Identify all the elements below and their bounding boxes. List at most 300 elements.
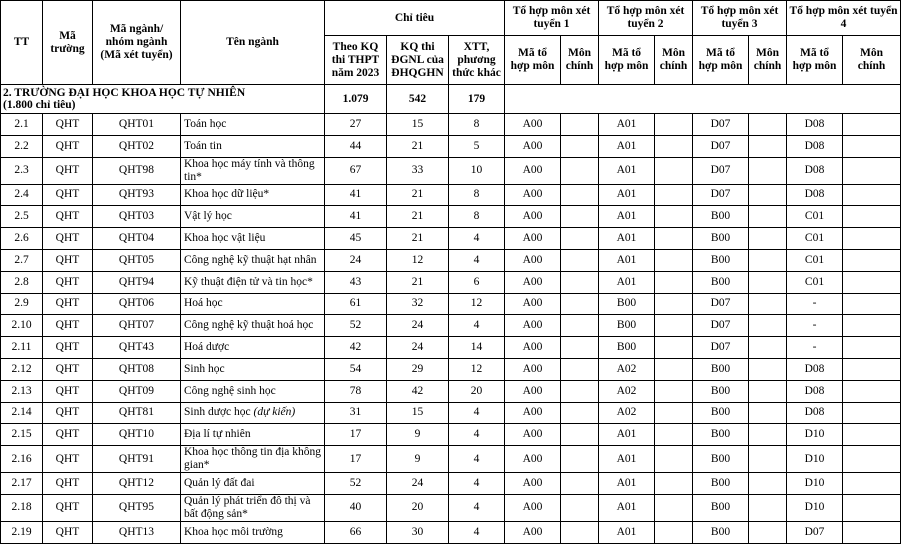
combo-1-code-text: A00	[522, 362, 543, 375]
quota-thpt	[325, 157, 387, 184]
table-row	[1, 521, 901, 543]
row-index-text: 2.8	[14, 275, 29, 288]
combo-2-code-text: A02	[616, 362, 637, 375]
row-index	[1, 473, 43, 495]
quota-thpt-text: 24	[349, 253, 362, 266]
quota-dgnl	[387, 157, 449, 184]
combo-4-main	[843, 206, 901, 228]
major-name-text: Quản lý đất đai	[184, 477, 255, 490]
table-row	[1, 293, 901, 315]
major-name-text: Công nghệ kỹ thuật hoá học	[184, 319, 314, 332]
combo-2-main	[655, 293, 693, 315]
combo-1-code	[505, 380, 561, 402]
combo-1-main	[561, 494, 599, 521]
combo-2-main	[655, 206, 693, 228]
combo-4-code-text: D08	[804, 117, 825, 130]
major-code-text: QHT08	[118, 362, 155, 375]
row-index	[1, 446, 43, 473]
table-row	[1, 358, 901, 380]
row-index	[1, 380, 43, 402]
quota-other-text: 12	[470, 362, 483, 375]
combo-2-main	[655, 473, 693, 495]
school-code	[43, 271, 93, 293]
combo-3-code-text: B00	[710, 428, 731, 441]
combo-4-main	[843, 228, 901, 250]
row-index-text: 2.11	[11, 341, 32, 354]
header-combo-code: Mã tổ hợp môn	[787, 36, 843, 85]
combo-3-code	[693, 446, 749, 473]
quota-dgnl	[387, 293, 449, 315]
combo-2-code-text: A01	[616, 117, 637, 130]
combo-1-code-text: A00	[522, 164, 543, 177]
combo-2-code-text: A02	[616, 384, 637, 397]
header-combo-code: Mã tổ hợp môn	[599, 36, 655, 85]
combo-2-code-text: A01	[616, 525, 637, 538]
quota-other-text: 4	[473, 253, 480, 266]
combo-4-code-text: D08	[804, 139, 825, 152]
header-main-subject: Môn chính	[749, 36, 787, 85]
quota-dgnl-text: 30	[411, 525, 424, 538]
combo-1-main	[561, 402, 599, 424]
school-code	[43, 206, 93, 228]
combo-3-main	[749, 380, 787, 402]
combo-1-main	[561, 424, 599, 446]
combo-2-code-text: A01	[616, 275, 637, 288]
combo-3-code	[693, 271, 749, 293]
combo-3-main	[749, 157, 787, 184]
school-code	[43, 380, 93, 402]
combo-3-code-text: B00	[710, 384, 731, 397]
combo-4-main	[843, 249, 901, 271]
combo-1-code-text: A00	[522, 477, 543, 490]
major-code-text: QHT03	[118, 210, 155, 223]
combo-1-main	[561, 293, 599, 315]
quota-other	[449, 337, 505, 359]
combo-1-main	[561, 271, 599, 293]
major-name	[181, 402, 325, 424]
combo-3-main	[749, 184, 787, 206]
combo-1-main	[561, 184, 599, 206]
row-index-text: 2.14	[11, 406, 32, 419]
major-code	[93, 293, 181, 315]
section-empty	[505, 85, 901, 114]
major-name-text: Sinh học	[184, 362, 225, 375]
combo-2-code	[599, 473, 655, 495]
row-index-text: 2.6	[14, 232, 29, 245]
combo-2-code	[599, 521, 655, 543]
combo-3-main	[749, 494, 787, 521]
combo-2-code	[599, 228, 655, 250]
combo-1-main	[561, 380, 599, 402]
major-name	[181, 206, 325, 228]
quota-thpt-text: 31	[349, 406, 362, 419]
school-code-text: QHT	[55, 164, 80, 177]
school-code-text: QHT	[55, 139, 80, 152]
combo-2-code	[599, 157, 655, 184]
major-name-text: Toán học	[184, 117, 227, 130]
combo-4-main	[843, 315, 901, 337]
combo-3-code-text: B00	[710, 253, 731, 266]
combo-1-main	[561, 446, 599, 473]
quota-thpt	[325, 337, 387, 359]
combo-4-code-text: D08	[804, 362, 825, 375]
school-code-text: QHT	[55, 232, 80, 245]
combo-3-code-text: B00	[710, 452, 731, 465]
row-index	[1, 271, 43, 293]
combo-1-code-text: A00	[522, 117, 543, 130]
combo-1-main	[561, 157, 599, 184]
combo-2-main	[655, 402, 693, 424]
quota-other-text: 8	[473, 117, 480, 130]
row-index-text: 2.9	[14, 297, 29, 310]
combo-3-code-text: D07	[710, 139, 731, 152]
school-code	[43, 114, 93, 136]
row-index-text: 2.3	[14, 164, 29, 177]
quota-other	[449, 135, 505, 157]
combo-3-main	[749, 135, 787, 157]
combo-2-code	[599, 293, 655, 315]
combo-1-code	[505, 358, 561, 380]
major-code	[93, 494, 181, 521]
combo-4-code	[787, 157, 843, 184]
combo-2-code	[599, 424, 655, 446]
combo-3-code-text: B00	[710, 275, 731, 288]
row-index	[1, 494, 43, 521]
combo-2-main	[655, 380, 693, 402]
quota-dgnl-text: 21	[411, 188, 424, 201]
quota-dgnl	[387, 380, 449, 402]
quota-dgnl	[387, 206, 449, 228]
combo-4-code	[787, 135, 843, 157]
quota-thpt	[325, 315, 387, 337]
major-code	[93, 380, 181, 402]
quota-dgnl	[387, 114, 449, 136]
school-code-text: QHT	[55, 452, 80, 465]
combo-3-code	[693, 424, 749, 446]
combo-4-code	[787, 402, 843, 424]
school-code-text: QHT	[55, 384, 80, 397]
header-quota-dgnl: KQ thi ĐGNL của ĐHQGHN	[387, 36, 449, 85]
combo-3-main	[749, 358, 787, 380]
school-code	[43, 135, 93, 157]
combo-2-code	[599, 446, 655, 473]
combo-2-code-text: A01	[616, 452, 637, 465]
quota-other-text: 8	[473, 210, 480, 223]
combo-4-code-text: C01	[804, 253, 825, 266]
combo-3-code	[693, 184, 749, 206]
row-index	[1, 402, 43, 424]
section-thpt: 1.079	[325, 85, 387, 114]
combo-1-code-text: A00	[522, 188, 543, 201]
quota-thpt-text: 52	[349, 319, 362, 332]
row-index-text: 2.4	[14, 188, 29, 201]
quota-other-text: 14	[470, 341, 483, 354]
combo-3-code	[693, 521, 749, 543]
school-code-text: QHT	[55, 406, 80, 419]
table-row	[1, 494, 901, 521]
major-name	[181, 315, 325, 337]
combo-4-code-text: D08	[804, 406, 825, 419]
combo-3-code-text: B00	[710, 210, 731, 223]
quota-dgnl-text: 9	[414, 452, 421, 465]
combo-2-code-text: A01	[616, 210, 637, 223]
combo-3-code-text: B00	[710, 362, 731, 375]
row-index-text: 2.5	[14, 210, 29, 223]
combo-2-code-text: B00	[616, 297, 637, 310]
combo-2-main	[655, 114, 693, 136]
combo-4-main	[843, 358, 901, 380]
major-code-text: QHT98	[118, 164, 155, 177]
quota-dgnl	[387, 249, 449, 271]
table-row	[1, 135, 901, 157]
combo-4-code	[787, 473, 843, 495]
quota-other	[449, 424, 505, 446]
major-name-text: Công nghệ sinh học	[184, 384, 276, 397]
combo-3-code	[693, 114, 749, 136]
combo-4-code	[787, 521, 843, 543]
combo-4-code	[787, 228, 843, 250]
combo-3-code	[693, 315, 749, 337]
combo-2-code-text: B00	[616, 319, 637, 332]
quota-other-text: 4	[473, 525, 480, 538]
quota-dgnl	[387, 494, 449, 521]
section-name: 2. TRƯỜNG ĐẠI HỌC KHOA HỌC TỰ NHIÊN	[3, 87, 246, 99]
combo-3-code-text: B00	[710, 525, 731, 538]
combo-1-code	[505, 473, 561, 495]
combo-4-main	[843, 424, 901, 446]
major-code	[93, 157, 181, 184]
combo-4-code-text: D10	[804, 501, 825, 514]
row-index-text: 2.1	[14, 117, 29, 130]
major-name	[181, 157, 325, 184]
major-name-text: Địa lí tự nhiên	[184, 428, 251, 441]
major-name	[181, 337, 325, 359]
section-row	[1, 85, 901, 114]
major-code-text: QHT43	[118, 341, 155, 354]
row-index-text: 2.17	[11, 477, 32, 490]
row-index	[1, 293, 43, 315]
combo-1-code	[505, 206, 561, 228]
header-row-1	[1, 1, 901, 36]
row-index	[1, 521, 43, 543]
combo-1-code	[505, 494, 561, 521]
quota-thpt-text: 54	[349, 362, 362, 375]
quota-dgnl	[387, 402, 449, 424]
quota-other	[449, 114, 505, 136]
quota-other	[449, 157, 505, 184]
combo-4-code-text: D07	[804, 525, 825, 538]
combo-3-main	[749, 114, 787, 136]
row-index-text: 2.2	[14, 139, 29, 152]
combo-1-code	[505, 249, 561, 271]
combo-1-code-text: A00	[522, 452, 543, 465]
combo-3-main	[749, 315, 787, 337]
combo-2-code	[599, 249, 655, 271]
quota-thpt-text: 17	[349, 428, 362, 441]
combo-3-main	[749, 473, 787, 495]
header-combo-2: Tổ hợp môn xét tuyển 2	[599, 1, 693, 36]
major-name	[181, 135, 325, 157]
combo-4-main	[843, 380, 901, 402]
combo-1-main	[561, 521, 599, 543]
quota-other	[449, 473, 505, 495]
combo-4-code-text: C01	[804, 275, 825, 288]
quota-other	[449, 206, 505, 228]
combo-1-code-text: A00	[522, 406, 543, 419]
combo-4-code	[787, 424, 843, 446]
combo-4-main	[843, 135, 901, 157]
quota-thpt	[325, 424, 387, 446]
combo-2-code	[599, 402, 655, 424]
major-name-text: Hoá học	[184, 297, 223, 310]
major-code-text: QHT10	[118, 428, 155, 441]
combo-4-code	[787, 114, 843, 136]
combo-3-code	[693, 157, 749, 184]
quota-dgnl-text: 21	[411, 232, 424, 245]
quota-other	[449, 358, 505, 380]
combo-2-code	[599, 315, 655, 337]
major-name-text: Toán tin	[184, 139, 222, 152]
major-code	[93, 271, 181, 293]
combo-1-code	[505, 424, 561, 446]
major-name	[181, 473, 325, 495]
combo-3-code-text: D07	[710, 164, 731, 177]
quota-thpt	[325, 446, 387, 473]
combo-3-code	[693, 380, 749, 402]
combo-4-code	[787, 271, 843, 293]
quota-other-text: 5	[473, 139, 480, 152]
combo-2-main	[655, 424, 693, 446]
quota-thpt-text: 17	[349, 452, 362, 465]
combo-4-code	[787, 184, 843, 206]
combo-1-code-text: A00	[522, 275, 543, 288]
quota-thpt	[325, 521, 387, 543]
header-combo-1: Tổ hợp môn xét tuyển 1	[505, 1, 599, 36]
quota-dgnl-text: 24	[411, 341, 424, 354]
combo-2-main	[655, 358, 693, 380]
combo-3-main	[749, 228, 787, 250]
quota-dgnl-text: 15	[411, 406, 424, 419]
school-code	[43, 521, 93, 543]
major-code-text: QHT07	[118, 319, 155, 332]
combo-4-main	[843, 446, 901, 473]
combo-1-main	[561, 114, 599, 136]
combo-3-main	[749, 402, 787, 424]
quota-thpt-text: 40	[349, 501, 362, 514]
combo-1-code-text: A00	[522, 139, 543, 152]
quota-thpt	[325, 184, 387, 206]
quota-other	[449, 228, 505, 250]
table-row	[1, 446, 901, 473]
row-index	[1, 114, 43, 136]
major-name-text: Sinh dược học	[184, 406, 251, 419]
combo-2-main	[655, 228, 693, 250]
combo-2-main	[655, 494, 693, 521]
header-combo-3: Tổ hợp môn xét tuyển 3	[693, 1, 787, 36]
quota-dgnl-text: 9	[414, 428, 421, 441]
table-row	[1, 424, 901, 446]
school-code-text: QHT	[55, 428, 80, 441]
combo-4-code-text: D08	[804, 164, 825, 177]
quota-thpt-text: 44	[349, 139, 362, 152]
combo-2-code	[599, 206, 655, 228]
combo-4-main	[843, 184, 901, 206]
major-name	[181, 184, 325, 206]
combo-2-code	[599, 494, 655, 521]
quota-other-text: 20	[470, 384, 483, 397]
combo-1-main	[561, 135, 599, 157]
major-code	[93, 337, 181, 359]
school-code-text: QHT	[55, 477, 80, 490]
major-name-text: Khoa học môi trường	[184, 525, 283, 538]
combo-2-code-text: A01	[616, 232, 637, 245]
major-code-text: QHT94	[118, 275, 155, 288]
combo-4-code-text: C01	[804, 210, 825, 223]
header-tt: TT	[1, 1, 43, 85]
header-major-name: Tên ngành	[181, 1, 325, 85]
combo-4-main	[843, 521, 901, 543]
quota-other-text: 10	[470, 164, 483, 177]
table-row	[1, 206, 901, 228]
combo-4-main	[843, 402, 901, 424]
major-name	[181, 446, 325, 473]
combo-3-code	[693, 249, 749, 271]
major-code	[93, 315, 181, 337]
quota-thpt-text: 41	[349, 188, 362, 201]
quota-dgnl-text: 24	[411, 477, 424, 490]
row-index-text: 2.19	[11, 525, 32, 538]
combo-1-code	[505, 157, 561, 184]
row-index-text: 2.12	[11, 362, 32, 375]
header-combo-code: Mã tổ hợp môn	[693, 36, 749, 85]
row-index	[1, 337, 43, 359]
school-code	[43, 157, 93, 184]
combo-1-code-text: A00	[522, 525, 543, 538]
quota-dgnl-text: 33	[411, 164, 424, 177]
quota-other	[449, 184, 505, 206]
quota-thpt	[325, 271, 387, 293]
combo-2-code-text: A01	[616, 501, 637, 514]
combo-4-main	[843, 473, 901, 495]
table-row	[1, 228, 901, 250]
row-index-text: 2.18	[11, 501, 32, 514]
row-index-text: 2.13	[11, 384, 32, 397]
major-name-text: Công nghệ kỹ thuật hạt nhân	[184, 253, 317, 266]
school-code	[43, 358, 93, 380]
major-code	[93, 135, 181, 157]
combo-2-code-text: A01	[616, 164, 637, 177]
quota-thpt	[325, 380, 387, 402]
combo-1-code-text: A00	[522, 253, 543, 266]
combo-4-code	[787, 249, 843, 271]
header-main-subject: Môn chính	[843, 36, 901, 85]
row-index	[1, 228, 43, 250]
combo-4-main	[843, 271, 901, 293]
header-combo-4: Tổ hợp môn xét tuyển 4	[787, 1, 901, 36]
row-index	[1, 206, 43, 228]
combo-2-code-text: B00	[616, 341, 637, 354]
quota-other	[449, 402, 505, 424]
combo-1-code	[505, 521, 561, 543]
combo-1-code	[505, 293, 561, 315]
school-code	[43, 337, 93, 359]
table-row	[1, 380, 901, 402]
combo-1-code	[505, 184, 561, 206]
quota-dgnl-text: 32	[411, 297, 424, 310]
quota-other-text: 4	[473, 319, 480, 332]
combo-2-code	[599, 184, 655, 206]
major-code	[93, 184, 181, 206]
